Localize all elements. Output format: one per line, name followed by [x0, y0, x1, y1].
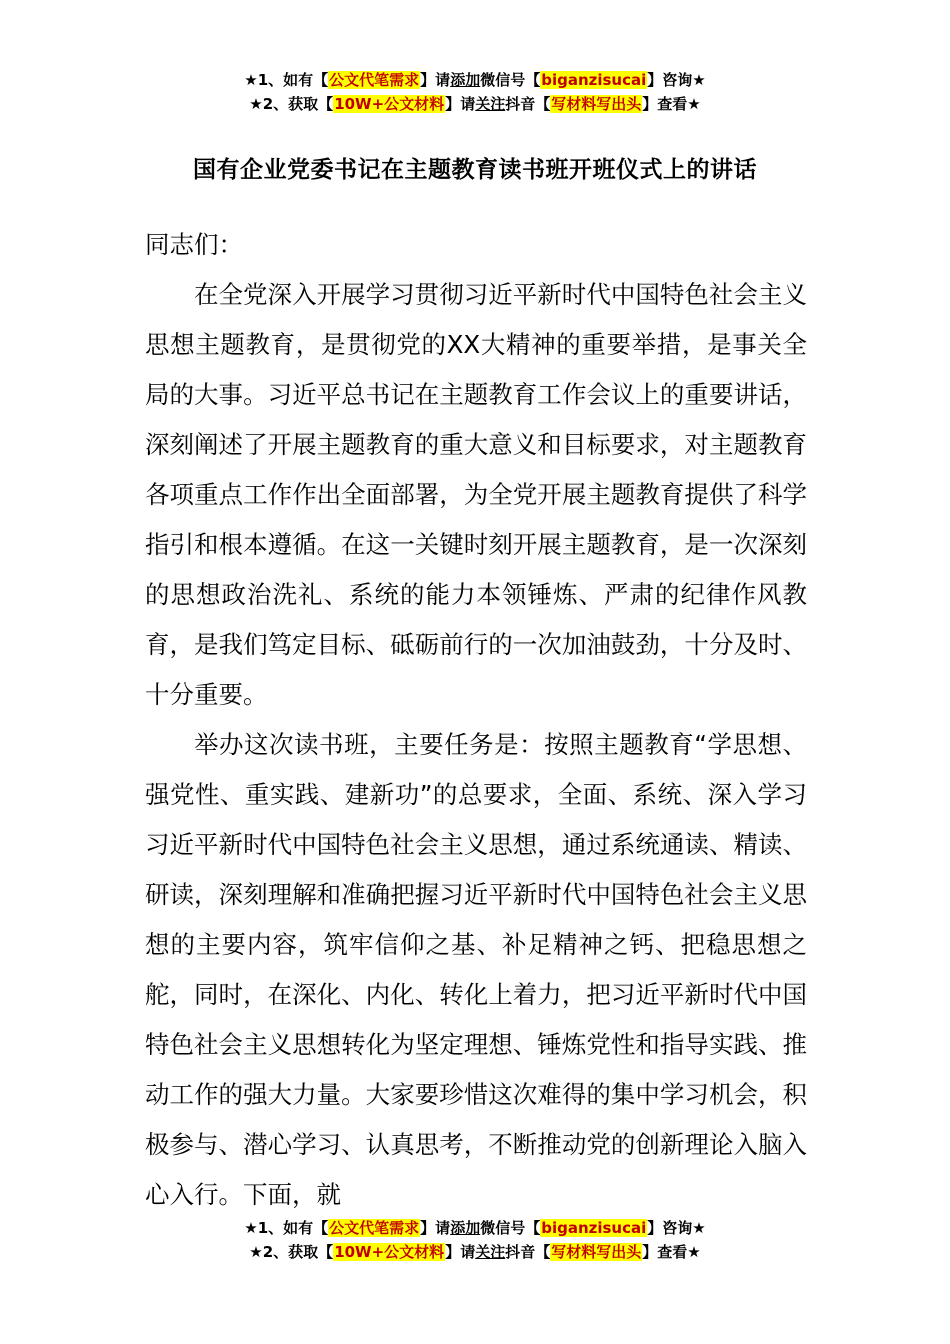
- banner-wechat-id: biganzisucai: [541, 71, 647, 89]
- banner-text: 微信号【: [480, 1219, 541, 1237]
- banner-text: 】请: [445, 95, 476, 113]
- salutation: 同志们：: [145, 230, 243, 259]
- banner-text: 】请: [420, 1219, 451, 1237]
- banner-text: 】咨询★: [647, 1219, 706, 1237]
- paragraph: 在全党深入开展学习贯彻习近平新时代中国特色社会主义思想主题教育，是贯彻党的XX大精神的重要举措，是事关全局的大事。习近平总书记在主题教育工作会议上的重要讲话，深刻阐述了开展主题教育的重大意义和目标要求，对主题教育各项重点工作作出全面部署，为全党开展主题教育提供了科学指引和根本遵循。在这一关键时刻开展主题教育，是一次深刻的思想政治洗礼、系统的能力本领锤炼、严肃的纪律作风教育，是我们笃定目标、砥砺前行的一次加油鼓劲，十分及时、十分重要。: [145, 280, 807, 709]
- banner-text: ★2、获取【: [249, 1243, 334, 1261]
- banner-line-1: [0, 1216, 950, 1240]
- banner-text: 】查看★: [642, 1243, 701, 1261]
- banner-text: 】咨询★: [647, 71, 706, 89]
- banner-text: 】查看★: [642, 95, 701, 113]
- banner-line-2: [0, 1240, 950, 1264]
- banner-text: ★1、如有【: [244, 71, 329, 89]
- banner-highlight: 公文代笔需求: [329, 1219, 420, 1237]
- banner-underlined: 关注: [475, 1243, 506, 1261]
- banner-underlined: 关注: [475, 95, 506, 113]
- banner-text: 】请: [445, 1243, 476, 1261]
- banner-highlight: 公文代笔需求: [329, 71, 420, 89]
- paragraph: 举办这次读书班，主要任务是：按照主题教育“学思想、强党性、重实践、建新功”的总要求，全面、系统、深入学习习近平新时代中国特色社会主义思想，通过系统通读、精读、研读，深刻理解和准确把握习近平新时代中国特色社会主义思想的主要内容，筑牢信仰之基、补足精神之钙、把稳思想之舵，同时，在深化、内化、转化上着力，把习近平新时代中国特色社会主义思想转化为坚定理想、锤炼党性和指导实践、推动工作的强大力量。大家要珍惜这次难得的集中学习机会，积极参与、潜心学习、认真思考，不断推动党的创新理论入脑入心入行。下面，就: [145, 730, 807, 1209]
- banner-line-2: [0, 92, 950, 116]
- document-body: [145, 220, 807, 1220]
- banner-text: 抖音【: [505, 95, 551, 113]
- banner-douyin-id: 写材料写出头: [551, 1243, 642, 1261]
- banner-line-1: [0, 68, 950, 92]
- banner-highlight: 10W+公文材料: [334, 95, 445, 113]
- banner-underlined: 添加: [450, 71, 481, 89]
- footer-banner: [0, 1216, 950, 1264]
- document-title: 国有企业党委书记在主题教育读书班开班仪式上的讲话: [193, 157, 757, 183]
- banner-text: ★1、如有【: [244, 1219, 329, 1237]
- banner-text: 】请: [420, 71, 451, 89]
- banner-wechat-id: biganzisucai: [541, 1219, 647, 1237]
- banner-underlined: 添加: [450, 1219, 481, 1237]
- header-banner: [0, 68, 950, 116]
- banner-douyin-id: 写材料写出头: [551, 95, 642, 113]
- banner-text: ★2、获取【: [249, 95, 334, 113]
- banner-text: 微信号【: [480, 71, 541, 89]
- banner-text: 抖音【: [505, 1243, 551, 1261]
- banner-highlight: 10W+公文材料: [334, 1243, 445, 1261]
